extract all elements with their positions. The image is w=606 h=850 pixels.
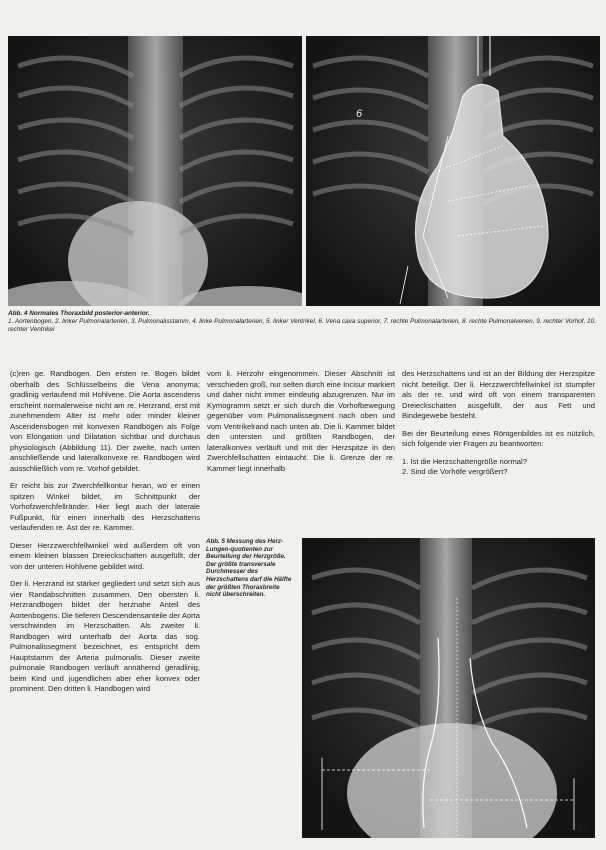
figure-4-caption-legend: 1. Aortenbogen, 2. linker Pulmonalarterien, 3. Pulmonalisstamm, 4. linke Pulmonalarterien, 5. linker Ventrikel, 6. Vena cava superior, 7. rechte Pulmonalarterien, 8. rechte Pulmonalvenen, 9. rechter Vorhof, 10. rechter Ventrikel <box>8 318 597 334</box>
text-column-right <box>402 369 595 478</box>
paragraph: Dieser Herzzwerchfellwinkel wird außerdem oft von einem kleinen blassen Dreieckschatten ausgefüllt, der von der unteren Hohlvene gebildet wird. <box>10 540 200 571</box>
text-column-middle <box>207 369 395 481</box>
figure-5-xray <box>302 538 595 838</box>
page-number: 27 <box>578 823 587 832</box>
paragraph: Bei der Beurteilung eines Röntgenbildes ist es nützlich, sich folgende vier Fragen zu beantworten: <box>402 428 595 448</box>
paragraph: des Herzschattens und ist an der Bildung der Herzspitze nicht beteiligt. Der li. Herzzwerchfellwinkel ist stumpfer als der re. und wird oft von einem transparenten Dreieckschatten ausgefüllt, der aus Fett und Bindegewebe besteht. <box>402 369 595 420</box>
list-item: 2. Sind die Vorhöfe vergrößert? <box>402 467 508 476</box>
figure-5-caption: Abb. 5 Messung des Herz-Lungen-quotienten zur Beurteilung der Herzgröße. Der größte transversale Durchmesser des Herzschattens darf die Hälfte der größten Thoraxbreite nicht überschreiten. <box>206 538 292 599</box>
paragraph: Der li. Herzrand ist stärker gegliedert und setzt sich aus vier Randabschnitten zusammen. Den obersten li. Herzrandbogen bildet der herznahe Anteil des Aortenbogens. Die tieferen Descendensanteile der Aorta verschwinden im Herzschatten. Als zweiter li. Randbogen wird unterhalb der Aorta das sog. Pulmonalissegment bezeichnet, es entspricht dem Hauptstamm der Arteria pulmonalis. Dieser zweite pulmonale Randbogen verläuft annähernd geradlinig, beim Kind und jugendlichen aber eher konvex oder prominent. Den dritten li. Handbogen wird <box>10 579 200 693</box>
figure-4-marker-label: 6 <box>356 108 363 120</box>
figure-4-caption-title: Abb. 4 Normales Thoraxbild posterior-anterior. <box>8 310 150 317</box>
text-column-left <box>10 369 200 702</box>
paragraph: Er reicht bis zur Zwerchfellkontur heran, wo er einen spitzen Winkel bildet, im Schnittpunkt der Vorhofzwerchfellränder. Hier liegt auch der laterale Fußpunkt, für einen innerhalb des Herzschattens verlaufenden re. Ast der re. Kammer. <box>10 481 200 532</box>
paragraph: (c)ren ge. Randbogen. Den ersten re. Bogen bildet oberhalb des Schlüsselbeins die Vena anonyma; gradlinig verlaufend mit Hohlvene. Die Aorta ascendens erscheint normalerweise nicht am re. Herzrand, erst mit zunehmendem Alter ist mehr oder minder kleiner Ascendensbogen mit konvexen Randbögen als Folge von Elongation und Dilatation sichtbar und durchaus physiologisch (Abbildung 11). Der zweite, nach unten anschließende und lateralkonvexe re. Randbogen wird ausschließlich vom re. Vorhof gebildet. <box>10 369 200 473</box>
figure-4-xray <box>8 36 600 306</box>
question-list <box>402 457 595 478</box>
list-item: 1. Ist die Herzschattengröße normal? <box>402 456 527 466</box>
figure-4-caption <box>8 310 598 335</box>
paragraph: vom li. Herzohr eingenommen. Dieser Abschnitt ist verschieden groß, nur selten durch eine Incisur markiert und daher nicht immer eindeutig abzugrenzen. Nur im Kymogramm setzt er sich durch die Vorhofbewegung gegenüber vom Pulmonalissegment nach oben und vom Ventrikelrand nach unten ab. Die li. Kammer bildet den untersten und größten Randbogen, der lateralkonvex verläuft und mit der Herzspitze in den Zwerchfellschatten eintaucht. Die li. Grenze der re. Kammer liegt innerhalb <box>207 369 395 473</box>
